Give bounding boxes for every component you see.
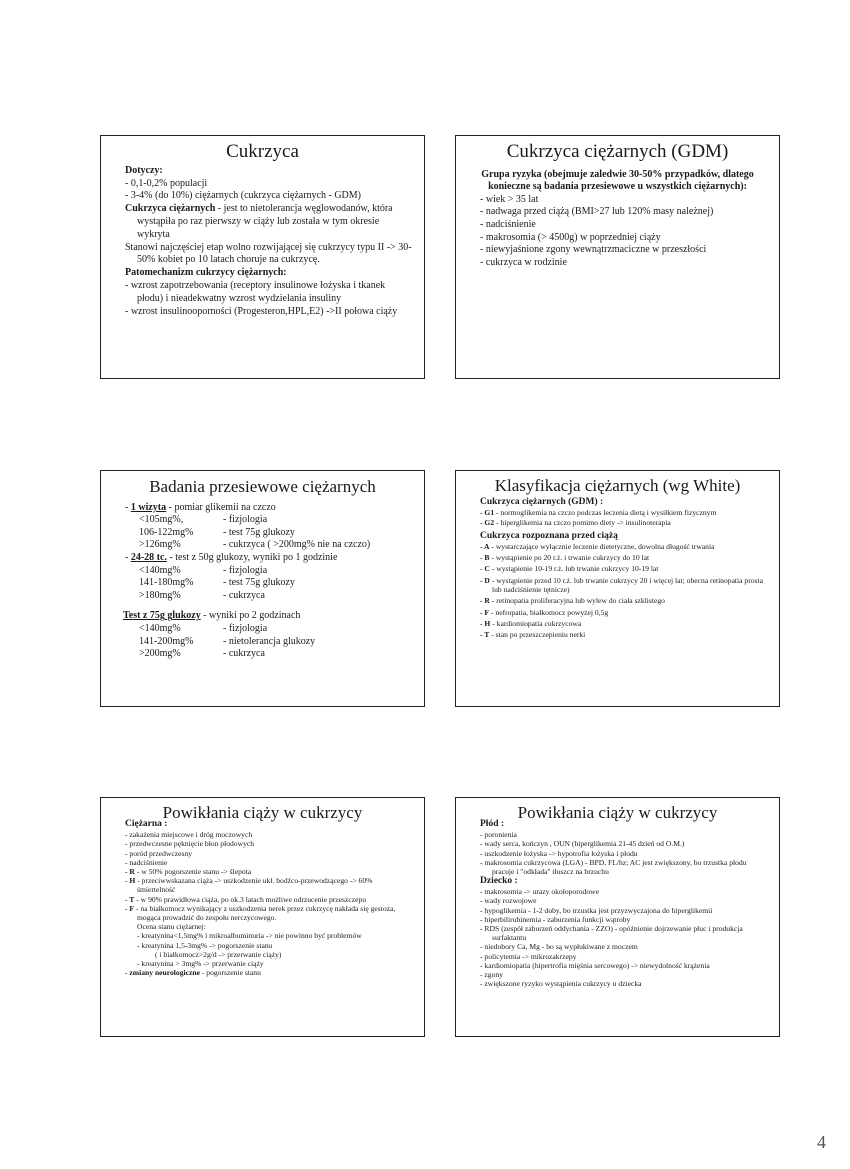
class-desc: - kardiomiopatia cukrzycowa [490, 618, 582, 628]
class-key: - G2 [480, 517, 495, 527]
range: 141-180mg% [139, 577, 194, 589]
section-heading: Dziecko : [480, 876, 518, 887]
text-line [123, 610, 412, 623]
text-line: Patomechanizm cukrzycy ciężarnych: [125, 267, 287, 279]
text-line: - 3-4% (do 10%) ciężarnych (cukrzyca ciężarnych - GDM) [125, 190, 361, 202]
class-key: - C [480, 564, 490, 574]
class-key: - B [480, 553, 490, 563]
class-desc: - stan po przeszczepieniu nerki [489, 630, 586, 640]
slide-title: Cukrzyca ciężarnych (GDM) [506, 141, 729, 162]
class-desc: - w 50% pogorszenie stanu -> ślepota [134, 867, 252, 877]
text-line [125, 502, 412, 515]
text-line: - wzrost insulinooporności (Progesteron,HPL,E2) ->II połowa ciąży [125, 305, 398, 317]
class-key: - F [125, 903, 135, 913]
list-item [125, 895, 412, 904]
list-item: - nadciśnienie [125, 857, 168, 867]
class-desc: - pogorszenie stanu [199, 968, 261, 978]
class-desc: - na białkomocz wynikający z uszkodzenia nerek przez cukrzycę nakłada się gestoza, mogąca prowadzić do zespołu nerczycowego. [134, 903, 396, 923]
list-item: - zgony [480, 970, 503, 980]
list-item: - kardiomiopatia (hipertrofia mięśnia sercowego) -> niewydolność krążenia [480, 960, 710, 970]
list-item: - poronienia [480, 830, 517, 840]
class-item [480, 608, 767, 617]
class-item [480, 553, 767, 562]
result: - fizjologia [223, 622, 268, 634]
table-row [125, 623, 412, 636]
text-line: Dotyczy: [125, 164, 163, 176]
section-heading: Ciężarna : [125, 819, 168, 830]
slide-title: Powikłania ciąży w cukrzycy [517, 803, 718, 822]
definition: - jest to nietolerancja węglowodanów, która wystąpiła po raz pierwszy w ciąży lub została w tym okresie wykryta [137, 203, 393, 240]
class-desc: - w 90% prawidłowa ciąża, po ok.3 latach możliwe odrzucenie przeszczepu [134, 894, 367, 904]
slide-complications-fetus [455, 797, 780, 1037]
class-item [480, 508, 767, 517]
list-item: - nadciśnienie [480, 218, 536, 230]
class-key: - zmiany neurologiczne [125, 968, 200, 978]
list-item: - nadwaga przed ciążą (BMI>27 lub 120% masy należnej) [480, 206, 714, 218]
slide-title: Badania przesiewowe ciężarnych [149, 477, 376, 496]
text-line: - wzrost zapotrzebowania (receptory insulinowe łożyska i tkanek płodu) i nieadekwatny wzrost wydzielania insuliny [125, 279, 386, 304]
text-line [125, 203, 412, 241]
class-desc: - retinopatia proliferacyjna lub wylew do ciała szklistego [489, 596, 665, 606]
class-item [480, 619, 767, 628]
list-item [125, 876, 412, 894]
class-key: - G1 [480, 508, 495, 518]
class-item [480, 564, 767, 573]
class-item [480, 542, 767, 551]
text-line: - 0,1-0,2% populacji [125, 177, 208, 189]
list-item: - kreatynina > 3mg% -> przerwanie ciąży [137, 959, 264, 969]
list-item: - przedwczesne pęknięcie błon płodowych [125, 839, 255, 849]
bullet: - [125, 551, 131, 563]
range: >200mg% [139, 648, 181, 660]
range: >180mg% [139, 589, 181, 601]
class-desc: - normoglikemia na czczo podczas leczenia dietą i wysiłkiem fizycznym [494, 508, 717, 518]
list-item: - hypoglikemia - 1-2 doby, bo trzustka jest przyzwyczajona do hiperglikemii [480, 905, 713, 915]
slide-gdm [455, 135, 780, 379]
definition: - test z 50g glukozy, wyniki po 1 godzinie [166, 551, 338, 563]
table-row [125, 539, 412, 552]
text-line [125, 552, 412, 565]
list-item: - uszkodzenie łożyska -> hypotrofia łożyska i płodu [480, 848, 638, 858]
class-item [480, 518, 767, 527]
slide-title: Cukrzyca [226, 141, 299, 162]
class-key: - D [480, 575, 490, 585]
section-heading: Płód : [480, 819, 505, 830]
range: 106-122mg% [139, 526, 194, 538]
table-row [125, 636, 412, 649]
list-item: - niewyjaśnione zgony wewnątrzmaciczne w przeszłości [480, 244, 707, 256]
table-row [125, 527, 412, 540]
class-desc: - nefropatia, białkomocz powyżej 0,5g [489, 607, 609, 617]
result: - fizjologia [223, 514, 268, 526]
range: <105mg%, [139, 514, 184, 526]
range: >126mg% [139, 539, 181, 551]
class-desc: - wystąpienie przed 10 r.ż. lub trwanie cukrzycy 20 i więcej lat; obecna retinopatia prosta lub nadciśnienie tętnicze) [489, 575, 763, 595]
list-item: - makrosomia (> 4500g) w poprzedniej ciąży [480, 231, 661, 243]
table-row [125, 648, 412, 661]
list-item [125, 867, 412, 876]
result: - nietolerancja glukozy [223, 635, 316, 647]
table-row [125, 590, 412, 603]
section-heading: Cukrzyca ciężarnych (GDM) : [480, 497, 604, 508]
list-item: Ocena stanu ciężarnej: [137, 922, 206, 932]
definition: - wyniki po 2 godzinach [200, 610, 301, 622]
class-key: - T [480, 630, 490, 640]
list-item [125, 904, 412, 922]
list-item: - wiek > 35 lat [480, 193, 539, 205]
list-item: - zakażenia miejscowe i dróg moczowych [125, 830, 253, 840]
result: - cukrzyca [223, 589, 265, 601]
bullet: - [125, 501, 131, 513]
list-item: - poród przedwczesny [125, 848, 193, 858]
class-desc: - hiperglikemia na czczo pomimo diety -> insulinoterapia [494, 517, 671, 527]
list-item: - policytemia -> mikrozakrzepy [480, 951, 577, 961]
term: Cukrzyca ciężarnych [125, 203, 216, 215]
term: Test z 75g glukozy [123, 610, 201, 622]
class-item [480, 630, 767, 639]
result: - cukrzyca [223, 648, 265, 660]
range: <140mg% [139, 564, 181, 576]
list-item: ( i białkomocz>2g/d -> przerwanie ciąży) [155, 949, 282, 959]
class-desc: - wystąpienie po 20 r.ż. i trwanie cukrzycy do 10 lat [489, 553, 650, 563]
risk-group-heading: Grupa ryzyka (obejmuje zaledwie 30-50% przypadków, dlatego konieczne są badania przesiewowe u wszystkich ciężarnych): [481, 168, 754, 193]
class-key: - F [480, 607, 490, 617]
definition: - pomiar glikemii na czczo [166, 501, 276, 513]
class-desc: - przeciwwskazana ciąża -> uszkodzenie ukł. bodźco-przewodzącego -> 60% śmiertelność [135, 876, 373, 895]
slide-title: Klasyfikacja ciężarnych (wg White) [494, 476, 741, 495]
result: - test 75g glukozy [223, 577, 295, 589]
table-row [125, 577, 412, 590]
class-key: - A [480, 541, 490, 551]
class-desc: - wystarczające wyłącznie leczenie dietetyczne, dowolna długość trwania [489, 541, 715, 551]
class-desc: - wystąpienie 10-19 r.ż. lub trwanie cukrzycy 10-19 lat [489, 564, 659, 574]
slide-screening [100, 470, 425, 707]
class-key: - R [125, 867, 135, 877]
list-item: - RDS (zespół zaburzeń oddychania - ZZO) - opóźnienie dojrzewanie płuc i produkcja surfaktantu [480, 924, 743, 943]
list-item: - kreatynina 1,5-3mg% -> pogorszenie stanu [137, 940, 273, 950]
slide-title: Powikłania ciąży w cukrzycy [162, 803, 363, 822]
result: - cukrzyca ( >200mg% nie na czczo) [223, 539, 371, 551]
page-number: 4 [817, 1132, 826, 1152]
list-item: - kreatynina<1,5mg% i mikroalbuminuria -> nie powinno być problemów [137, 931, 362, 941]
list-item: - wady serca, kończyn , OUN (hiperglikemia 21-45 dzień od O.M.) [480, 839, 685, 849]
slide-complications-mother [100, 797, 425, 1037]
list-item: - wady rozwojowe [480, 896, 537, 906]
class-key: - H [125, 876, 136, 886]
list-item [125, 968, 412, 977]
list-item: - cukrzyca w rodzinie [480, 256, 567, 268]
class-key: - H [480, 618, 491, 628]
term: 24-28 tc. [130, 551, 167, 563]
section-heading: Cukrzyca rozpoznana przed ciążą [480, 530, 618, 541]
table-row [125, 565, 412, 578]
result: - test 75g glukozy [223, 526, 295, 538]
range: <140mg% [139, 622, 181, 634]
result: - fizjologia [223, 564, 268, 576]
list-item: - makrosomia -> urazy okołoporodowe [480, 887, 600, 897]
range: 141-200mg% [139, 635, 194, 647]
table-row [125, 514, 412, 527]
class-key: - T [125, 894, 135, 904]
term: 1 wizyta [130, 501, 167, 513]
class-item [480, 576, 767, 595]
list-item: - niedobory Ca, Mg - bo są wypłukiwane z moczem [480, 942, 638, 952]
slide-white-classification [455, 470, 780, 707]
list-item: - makrosomia cukrzycowa (LGA) - BPD, FL/hz; AC jest zwiększony, bo trzustka płodu pracuje i "odkłada" tłuszcz na brzuchu [480, 857, 747, 877]
list-item: - zwiększone ryzyko wystąpienia cukrzycy u dziecka [480, 979, 642, 989]
class-key: - R [480, 596, 490, 606]
slide-cukrzyca [100, 135, 425, 379]
list-item: - hiperbilirubinemia - zaburzenia funkcji wątroby [480, 914, 631, 924]
class-item [480, 596, 767, 605]
text-line: Stanowi najczęściej etap wolno rozwijającej się cukrzycy typu II -> 30-50% kobiet po 10 latach choruje na cukrzycę. [125, 241, 412, 266]
